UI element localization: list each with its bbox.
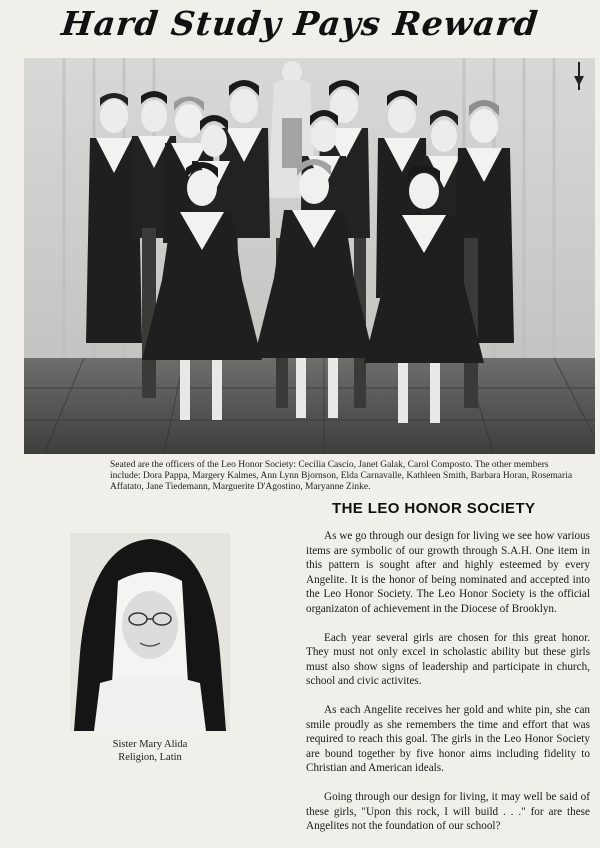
portrait-subjects: Religion, Latin [118,752,182,763]
group-photo [24,58,595,454]
page-headline: Hard Study Pays Reward [59,4,541,43]
pennant-icon [574,62,584,90]
article-paragraph: Each year several girls are chosen for this great honor. They must not only excel in scholastic ability but these girls must also show signs of leadership and participate in church, school and civic activites. [306,631,590,688]
article-paragraph: As each Angelite receives her gold and white pin, she can smile proudly as she remembers the time and effort that was required to reach this goal. The girls in the Leo Honor Society are bound together by five honor aims including fidelity to Christian and American ideals. [306,703,590,775]
portrait-caption [70,738,230,764]
article-paragraph: As we go through our design for living we see how various items are symbolic of our growth through S.A.H. One item in this pattern is sought after and highly esteemed by every Angelite. It is the honor of being nominated and accepted into the Leo Honor Society. The Leo Honor Society is the official organizaton of achievement in the Diocese of Brooklyn. [306,530,590,615]
article-paragraph: Going through our design for living, it may well be said of these girls, "Upon this rock, I will build . . ." for are these Angelites not the foundation of our school? [306,790,590,833]
group-photo-caption: Seated are the officers of the Leo Honor Society: Cecilia Cascio, Janet Galak, Carol Composto. The other members include: Dora Pappa, Margery Kalmes, Ann Lynn Bjornson, Elda Carnavalle, Kathleen Smith, Barbara Horan, Rosemaria Affatato, Jane Tiedemann, Marguerite D'Agostino, Maryanne Zinke. [110,460,573,492]
portrait-name: Sister Mary Alida [112,739,188,750]
article-title: THE LEO HONOR SOCIETY [332,500,536,517]
sister-portrait-photo [70,533,230,731]
article-body [306,529,590,848]
